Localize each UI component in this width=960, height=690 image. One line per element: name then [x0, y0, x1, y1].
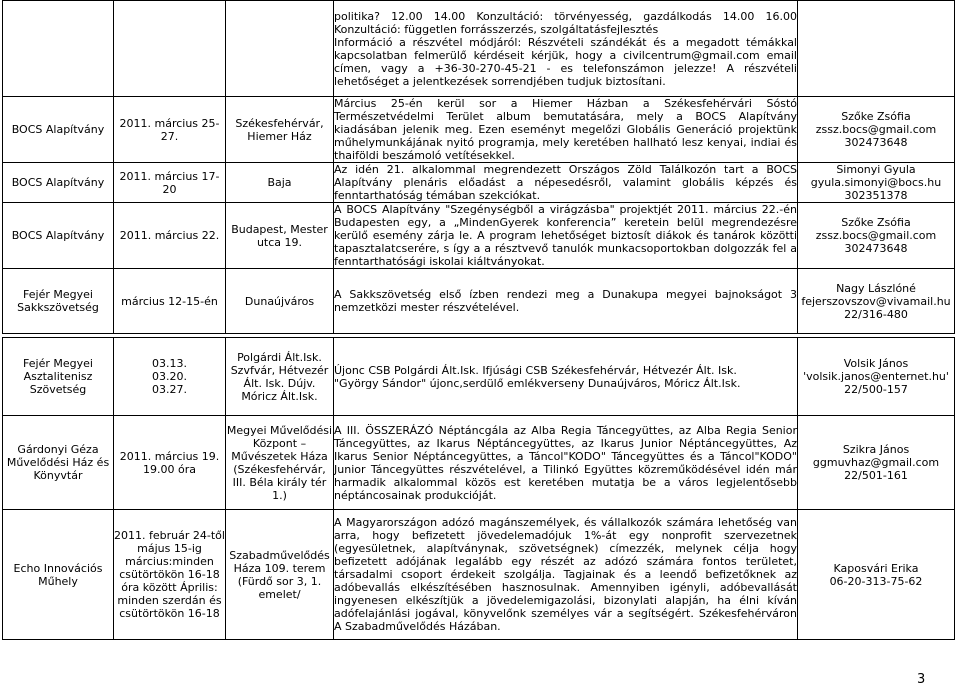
table-row: [3, 203, 955, 269]
contact: Szőke Zsófia zssz.bocs@gmail.com 302473648: [798, 203, 955, 269]
organizer: Fejér Megyei Asztalitenisz Szövetség: [3, 338, 114, 416]
event-description: Március 25-én kerül sor a Hiemer Házban a Székesfehérvári Sóstó Természetvédelmi Terület album bemutatására, mely a BOCS Alapítvány kiadásában jelenik meg. Ezen eseményt megelőzi Globális Generáció projektünk műhelymunkájának nyitó programja, mely keretében hallható lesz kenyai, indiai és thaiföldi beszámoló vetítésekkel.: [334, 97, 797, 162]
table-row: [3, 269, 955, 334]
contact: Szőke Zsófia zssz.bocs@gmail.com 302473648: [798, 97, 955, 163]
events-table-bottom: [2, 337, 955, 640]
table-row: [3, 510, 955, 640]
page-number: 3: [917, 672, 926, 687]
event-date: 2011. március 19. 19.00 óra: [114, 416, 226, 510]
event-date: 2011. március 25-27.: [114, 97, 226, 163]
contact: Volsik János 'volsik.janos@enternet.hu' 22/500-157: [798, 338, 955, 416]
event-description: A BOCS Alapítvány "Szegénységből a virágzásba" projektjét 2011. március 22.-én Budapesten egy, a „MindenGyerek konferencia” keretein belül megrendezésre kerülő esemény zárja le. A program lehetőséget biztosít diákok és tanárok közötti tapasztalatcserére, s így a a résztvevő tanulók munkacsoportokban dolgozzák fel a fenntarthatósági iskolai kiáltványokat.: [334, 203, 797, 268]
event-description: A Magyarországon adózó magánszemélyek, és vállalkozók számára lehetőség van arra, hogy befizetett jövedelemadójuk 1%-át egy nonprofit szervezetnek (egyesületnek, alapítványnak, szövetségnek) címezzék, melynek célja hogy befizetett adójának legalább egy részét az adózó számára fontos területet, társadalmi csoport érdekeit szolgálja. Tagjainak és a leendő befizetőknek az adóbevallás elkészítésében hasznosulnak. Amennyiben igényli, adóbevallását ingyenesen elkészítjük a jövedelemigazolási, bizonylati alapján, ha élni kíván adófelajánlási jogával, könyvelőnk személyes vár a segítségért. Székesfehérváron A Szabadművelődés Házában.: [334, 510, 798, 640]
organizer: BOCS Alapítvány: [3, 163, 114, 203]
event-description: Az idén 21. alkalommal megrendezett Országos Zöld Találkozón tart a BOCS Alapítvány plenáris előadást a népesedésről, valamint globális képzés és fenntarthatóság témában szekciókat.: [334, 163, 797, 202]
organizer: BOCS Alapítvány: [3, 203, 114, 269]
event-place: Baja: [226, 163, 334, 203]
event-description: politika? 12.00 14.00 Konzultáció: törvényesség, gazdálkodás 14.00 16.00 Konzultáció: független forrásszerzés, szolgáltatásfejlesztés Információ a részvétel módjáról: Részvételi szándékát és a megadott témákkal kapcsolatban felmerülő kérdéseit kérjük, hogy a civilcentrum@gmail.com email címen, vagy a +36-30-270-45-21 - es telefonszámon jelezze! A részvételi lehetőséget a jelentkezések sorrendjében tudjuk biztosítani.: [334, 1, 798, 97]
event-place: Megyei Művelődési Központ – Művészetek Háza (Székesfehérvár, III. Béla király tér 1.): [226, 416, 334, 510]
event-date: 2011. február 24-től május 15-ig március:minden csütörtökön 16-18 óra között Április: minden szerdán és csütörtökön 16-18: [114, 510, 226, 640]
table-row: [3, 1, 955, 97]
event-description: A III. ÖSSZERÁZÓ Néptáncgála az Alba Regia Táncegyüttes, az Alba Regia Senior Táncegyüttes, az Ikarus Néptáncegyüttes, az Ikarus Junior Néptáncegyüttes, Az Ikarus Senior Néptáncegyüttes, a Táncol"KODO" Táncegyüttes és a Táncol"KODO" Junior Táncegyüttes részvételével, a Tilinkó Együttes közreműködésével idén már harmadik alkalommal közös est keretében mutatja be a város legjelentősebb néptáncosainak produkcióját.: [334, 416, 798, 510]
contact: Szikra János ggmuvhaz@gmail.com 22/501-161: [798, 416, 955, 510]
contact: Nagy Lászlóné fejerszovszov@vivamail.hu 22/316-480: [798, 269, 955, 334]
event-description: Újonc CSB Polgárdi Ált.Isk. Ifjúsági CSB Székesfehérvár, Hétvezér Ált. Isk. "György Sándor" újonc,serdülő emlékverseny Dunaújváros, Móricz Ált.Isk.: [334, 338, 798, 416]
event-description: A Sakkszövetség első ízben rendezi meg a Dunakupa megyei bajnokságot 3 nemzetközi mester részvételével.: [334, 269, 798, 334]
event-place: Polgárdi Ált.Isk. Szvfvár, Hétvezér Ált. Isk. Dújv. Móricz Ált.Isk.: [226, 338, 334, 416]
event-place: Budapest, Mester utca 19.: [226, 203, 334, 269]
event-place: Székesfehérvár, Hiemer Ház: [226, 97, 334, 163]
table-row: [3, 97, 955, 163]
contact: Kaposvári Erika 06-20-313-75-62: [798, 510, 955, 640]
table-row: [3, 416, 955, 510]
table-row: [3, 338, 955, 416]
organizer: Echo Innovációs Műhely: [3, 510, 114, 640]
contact: Simonyi Gyula gyula.simonyi@bocs.hu 302351378: [798, 163, 955, 203]
organizer: Gárdonyi Géza Művelődési Ház és Könyvtár: [3, 416, 114, 510]
event-place: Dunaújváros: [226, 269, 334, 334]
event-date: 2011. március 17-20: [114, 163, 226, 203]
organizer: Fejér Megyei Sakkszövetség: [3, 269, 114, 334]
event-date: március 12-15-én: [114, 269, 226, 334]
event-place: Szabadművelődés Háza 109. terem (Fürdő sor 3, 1. emelet/: [226, 510, 334, 640]
events-table-top: [2, 0, 955, 334]
table-row: [3, 163, 955, 203]
event-date: 03.13. 03.20. 03.27.: [114, 338, 226, 416]
organizer: BOCS Alapítvány: [3, 97, 114, 163]
event-date: 2011. március 22.: [114, 203, 226, 269]
